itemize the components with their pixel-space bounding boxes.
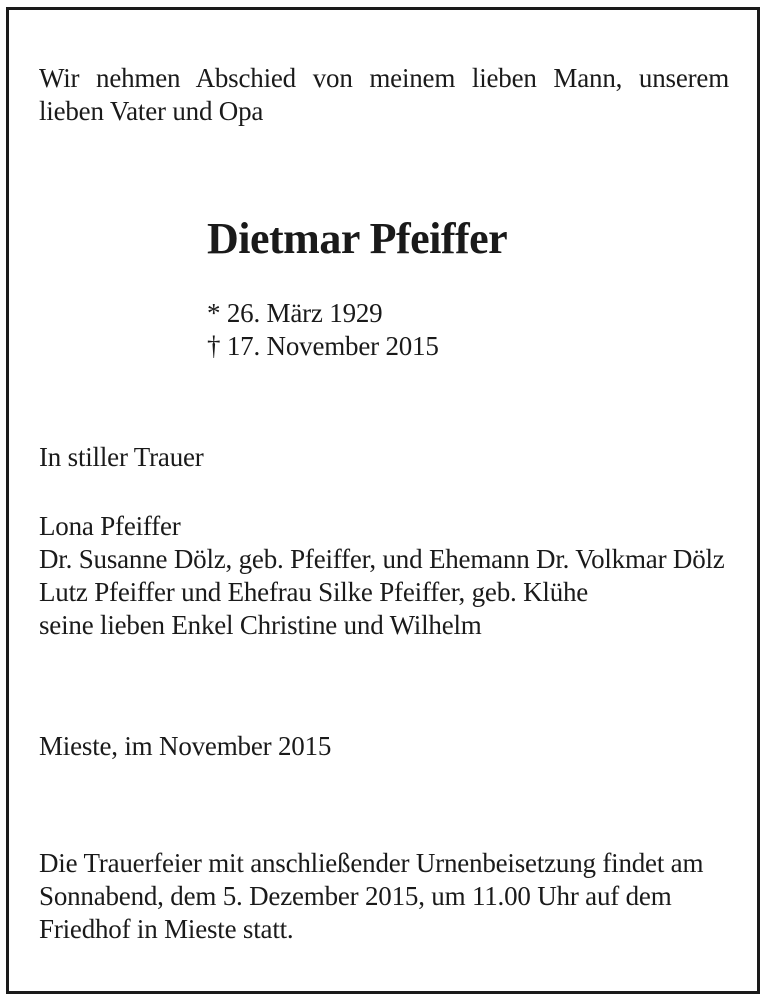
deceased-name: Dietmar Pfeiffer: [207, 214, 508, 263]
mourner-item: Dr. Susanne Dölz, geb. Pfeiffer, und Ehemann Dr. Volkmar Dölz: [39, 544, 725, 574]
obituary-frame: [6, 7, 760, 994]
funeral-line-1: Die Trauerfeier mit anschließender Urnenbeisetzung findet am: [39, 848, 704, 878]
place-date: Mieste, im November 2015: [39, 731, 332, 761]
mourner-item: Lutz Pfeiffer und Ehefrau Silke Pfeiffer, geb. Klühe: [39, 577, 589, 607]
intro-line-2: lieben Vater und Opa: [39, 96, 264, 126]
funeral-line-2: Sonnabend, dem 5. Dezember 2015, um 11.00 Uhr auf dem: [39, 881, 672, 911]
mourning-line: In stiller Trauer: [39, 442, 204, 472]
intro-text: [39, 62, 729, 128]
death-date: † 17. November 2015: [207, 331, 439, 361]
mourner-item: Lona Pfeiffer: [39, 511, 181, 541]
mourners-list: [39, 510, 725, 642]
funeral-notice: [39, 847, 703, 946]
intro-line-1: Wir nehmen Abschied von meinem lieben Mann, unserem: [39, 63, 729, 93]
funeral-line-3: Friedhof in Mieste statt.: [39, 914, 294, 944]
birth-date: * 26. März 1929: [207, 298, 383, 328]
mourner-item: seine lieben Enkel Christine und Wilhelm: [39, 610, 482, 640]
life-dates: [207, 297, 439, 363]
